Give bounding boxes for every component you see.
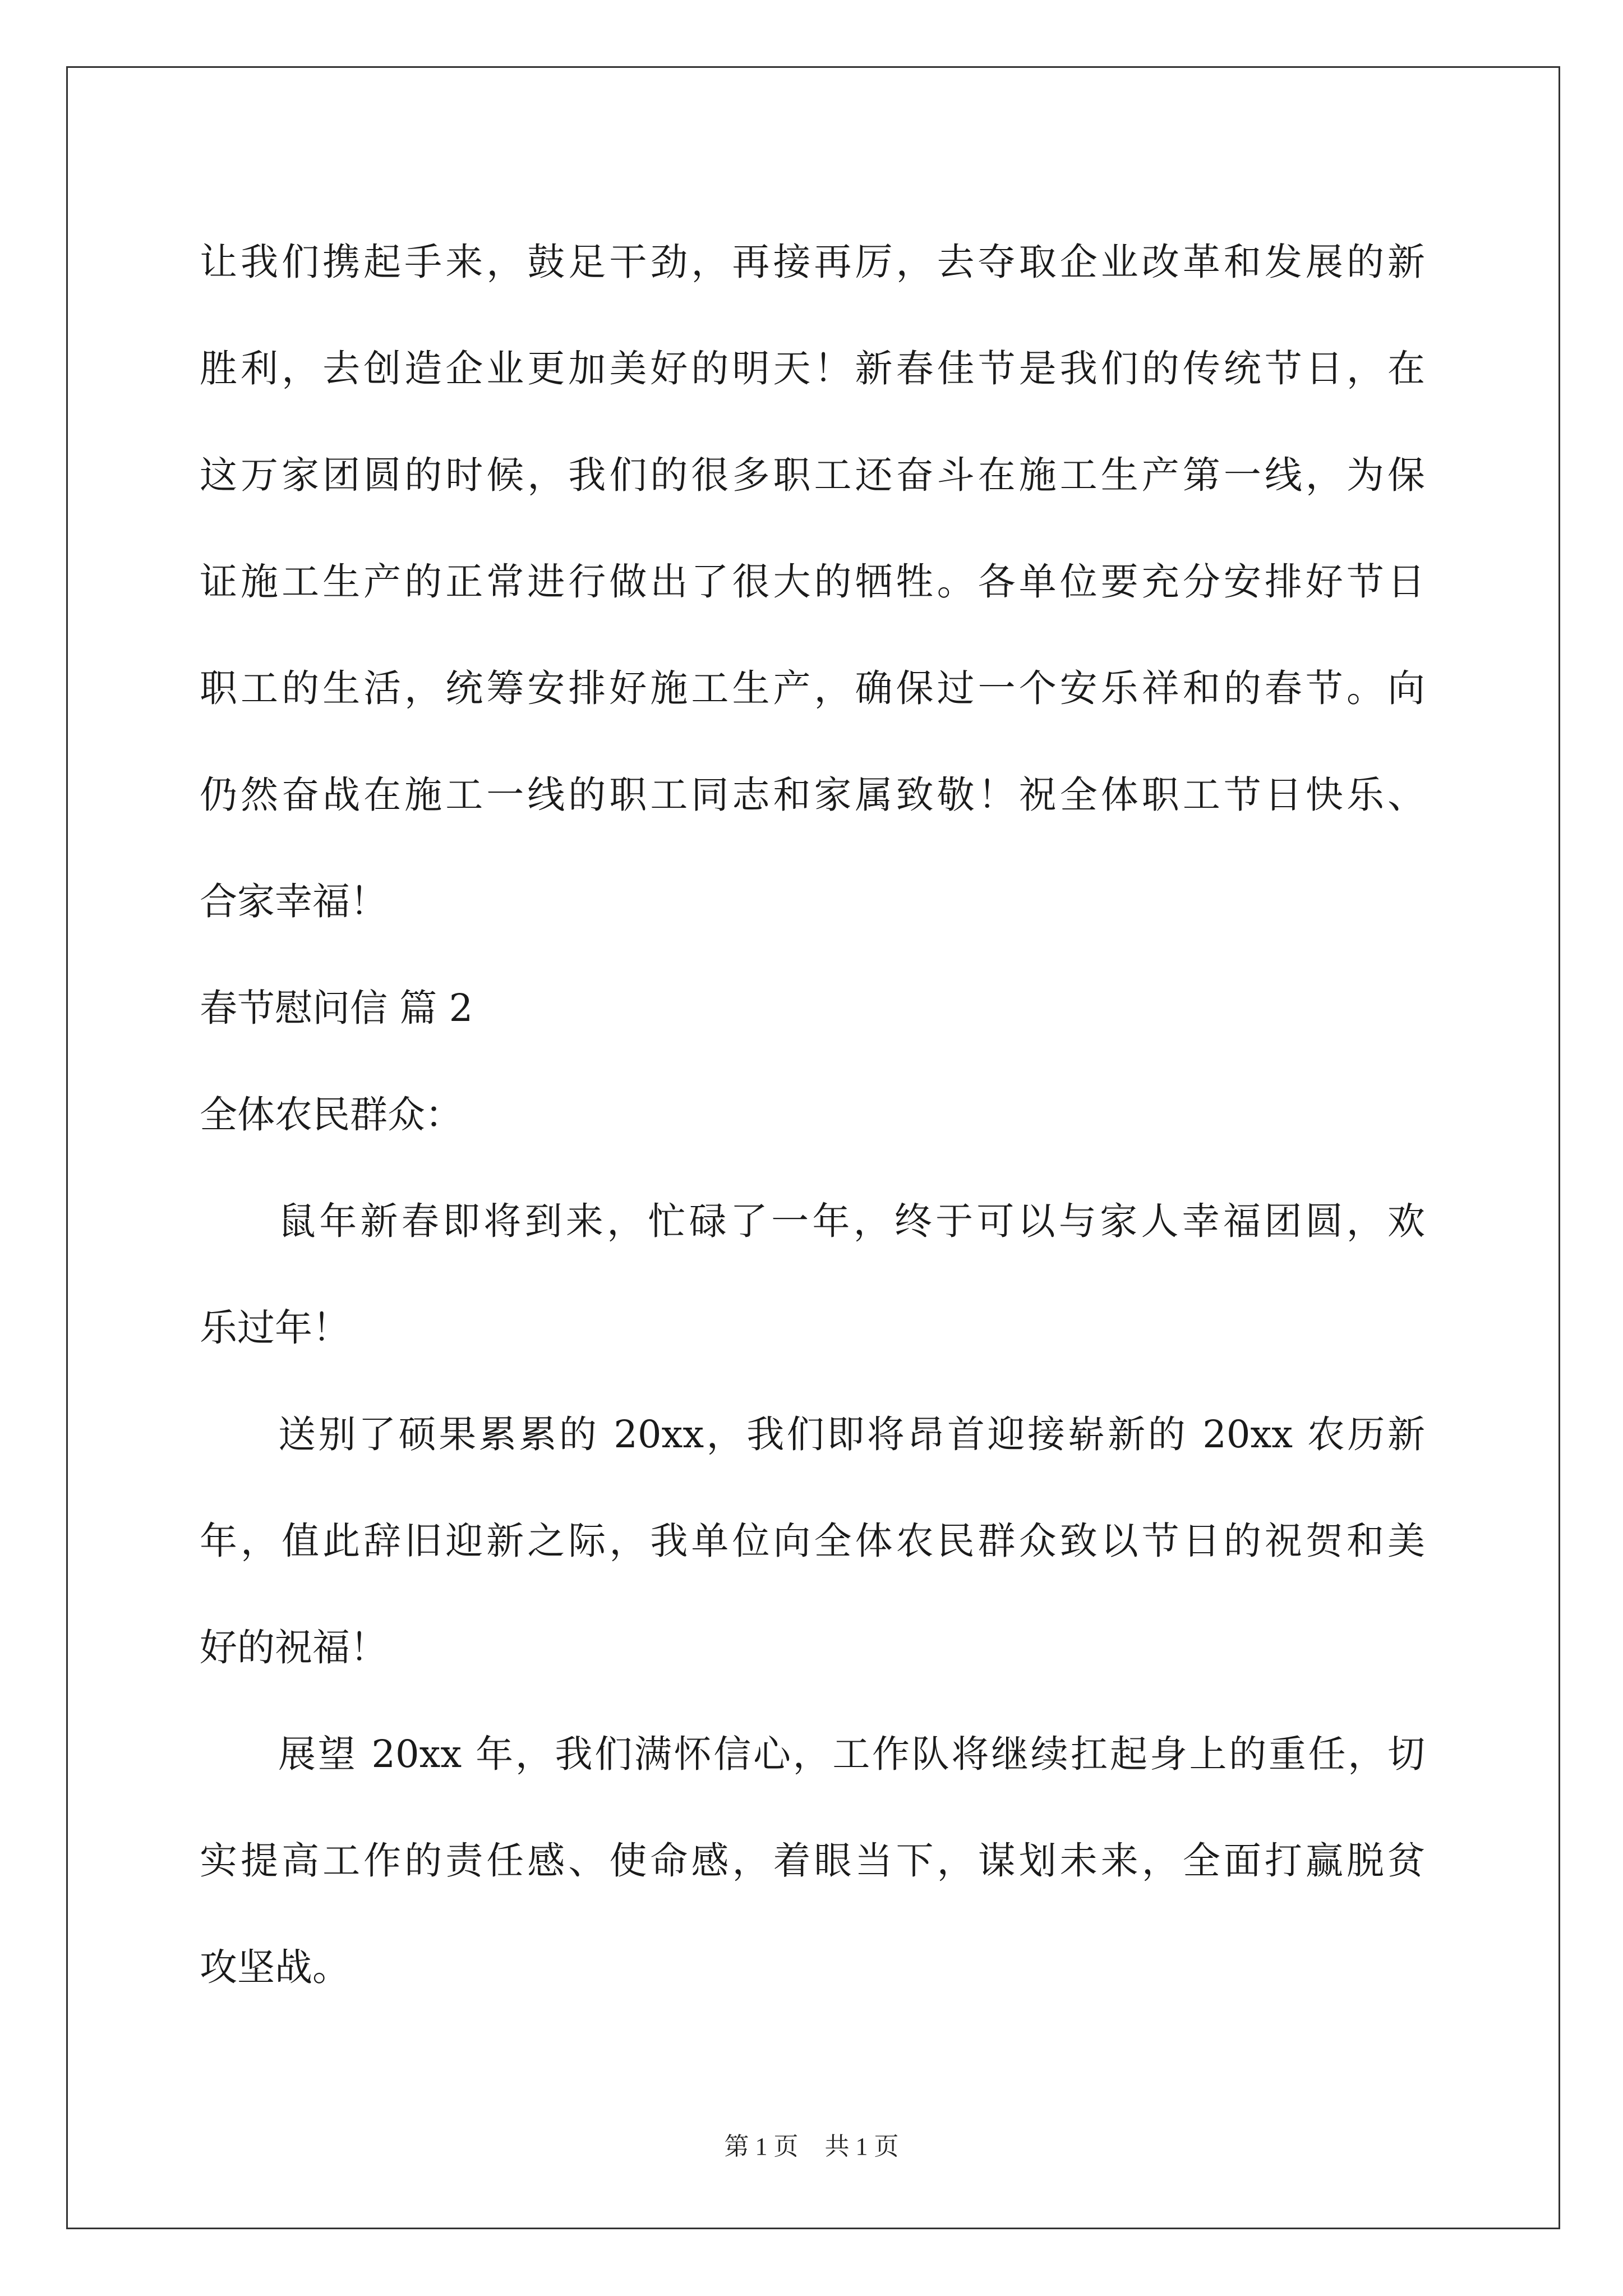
paragraph-3-line-1: 送别了硕果累累的 20xx，我们即将昂首迎接崭新的 20xx 农历新: [278, 1412, 1425, 1456]
paragraph-2-line-1: 鼠年新春即将到来，忙碌了一年，终于可以与家人幸福团圆，欢: [278, 1199, 1425, 1243]
section-heading: 春节慰问信 篇 2: [200, 986, 473, 1030]
document-body: [200, 209, 1425, 2021]
paragraph-1-line-6: 仍然奋战在施工一线的职工同志和家属致敬！祝全体职工节日快乐、: [200, 773, 1425, 817]
paragraph-4-line-1: 展望 20xx 年，我们满怀信心，工作队将继续扛起身上的重任，切: [278, 1732, 1425, 1776]
paragraph-1-line-5: 职工的生活，统筹安排好施工生产，确保过一个安乐祥和的春节。向: [200, 666, 1425, 710]
paragraph-1-line-4: 证施工生产的正常进行做出了很大的牺牲。各单位要充分安排好节日: [200, 560, 1425, 604]
paragraph-4-line-3: 攻坚战。: [200, 1945, 350, 1989]
page-footer: [0, 2126, 1623, 2162]
paragraph-1-line-1: 让我们携起手来，鼓足干劲，再接再厉，去夺取企业改革和发展的新: [200, 240, 1425, 284]
paragraph-1-line-2: 胜利，去创造企业更加美好的明天！新春佳节是我们的传统节日，在: [200, 347, 1425, 390]
paragraph-1-line-3: 这万家团圆的时候，我们的很多职工还奋斗在施工生产第一线，为保: [200, 453, 1425, 497]
paragraph-2-line-2: 乐过年！: [200, 1306, 350, 1350]
paragraph-3-line-2: 年，值此辞旧迎新之际，我单位向全体农民群众致以节日的祝贺和美: [200, 1519, 1425, 1563]
page-number-total: 共 1 页: [824, 2133, 899, 2160]
page-number-current: 第 1 页: [724, 2133, 799, 2160]
paragraph-3-line-3: 好的祝福！: [200, 1626, 388, 1669]
salutation: 全体农民群众：: [200, 1093, 463, 1137]
paragraph-1-line-7: 合家幸福！: [200, 880, 388, 923]
paragraph-4-line-2: 实提高工作的责任感、使命感，着眼当下，谋划未来，全面打赢脱贫: [200, 1839, 1425, 1883]
